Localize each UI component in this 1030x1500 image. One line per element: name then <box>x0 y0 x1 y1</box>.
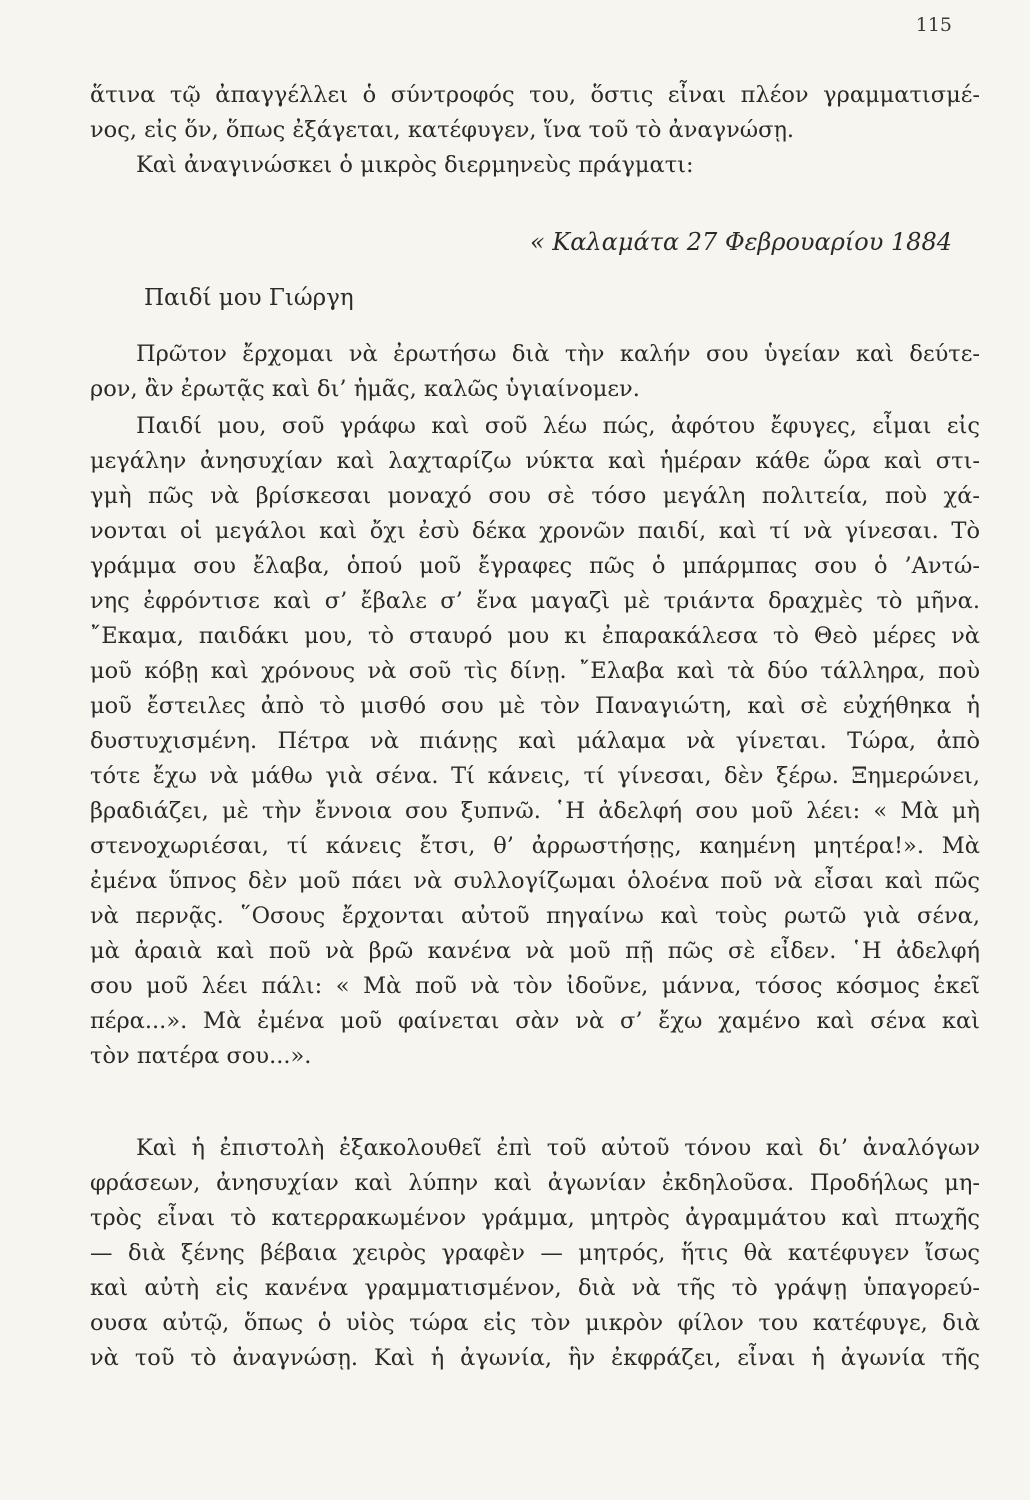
text-line: — διὰ ξένης βέβαια χειρὸς γραφὲν — μητρός, ἥτις θὰ κατέφυγεν ἴσως <box>90 1240 980 1266</box>
text-line: γμὴ πῶς νὰ βρίσκεσαι μοναχό σου σὲ τόσο μεγάλη πολιτεία, ποὺ χά- <box>90 483 980 509</box>
text-line: στενοχωριέσαι, τί κάνεις ἔτσι, θ’ ἀρρωστήσῃς, καημένη μητέρα!». Μὰ <box>90 833 980 859</box>
text-line: Πρῶτον ἔρχομαι νὰ ἐρωτήσω διὰ τὴν καλήν σου ὑγείαν καὶ δεύτε- <box>136 341 980 367</box>
text-line: μὰ ἀραιὰ καὶ ποῦ νὰ βρῶ κανένα νὰ μοῦ πῇ πῶς σὲ εἶδεν. ῾Η ἀδελφή <box>90 938 980 964</box>
text-line: μοῦ ἔστειλες ἀπὸ τὸ μισθό σου μὲ τὸν Παναγιώτη, καὶ σὲ εὐχήθηκα ἡ <box>90 693 980 719</box>
intro-text <box>90 78 980 183</box>
text-line: ῎Εκαμα, παιδάκι μου, τὸ σταυρό μου κι ἐπαρακάλεσα τὸ Θεὸ μέρες νὰ <box>90 623 980 649</box>
letter-paragraph-2 <box>90 409 980 1074</box>
text-line: Καὶ ἀναγινώσκει ὁ μικρὸς διερμηνεὺς πράγματι: <box>136 152 694 178</box>
letter-salutation: Παιδί μου Γιώργη <box>144 285 354 311</box>
text-line: ρον, ἂν ἐρωτᾷς καὶ δι’ ἡμᾶς, καλῶς ὑγιαίνομεν. <box>90 376 640 402</box>
text-line: πέρα...». Μὰ ἐμένα μοῦ φαίνεται σὰν νὰ σ’ ἔχω χαμένο καὶ σένα καὶ <box>90 1008 980 1034</box>
text-line: νονται οἱ μεγάλοι καὶ ὄχι ἐσὺ δέκα χρονῶν παιδί, καὶ τί νὰ γίνεσαι. Τὸ <box>90 518 980 544</box>
text-line: ἅτινα τῷ ἀπαγγέλλει ὁ σύντροφός του, ὅστις εἶναι πλέον γραμματισμέ- <box>90 82 980 108</box>
text-line: νης ἐφρόντισε καὶ σ’ ἔβαλε σ’ ἕνα μαγαζὶ μὲ τριάντα δραχμὲς τὸ μῆνα. <box>90 588 980 614</box>
text-line: νὰ περνᾷς. ῞Οσους ἔρχονται αὐτοῦ πηγαίνω καὶ τοὺς ρωτῶ γιὰ σένα, <box>90 903 980 929</box>
text-line: τότε ἔχω νὰ μάθω γιὰ σένα. Τί κάνεις, τί γίνεσαι, δὲν ξέρω. Ξημερώνει, <box>90 763 980 789</box>
text-line: Καὶ ἡ ἐπιστολὴ ἐξακολουθεῖ ἐπὶ τοῦ αὐτοῦ τόνου καὶ δι’ ἀναλόγων <box>136 1135 980 1161</box>
text-line: ουσα αὐτῷ, ὅπως ὁ υἱὸς τώρα εἰς τὸν μικρὸν φίλον του κατέφυγε, διὰ <box>90 1310 980 1336</box>
text-line: γράμμα σου ἔλαβα, ὁπού μοῦ ἔγραφες πῶς ὁ μπάρμπας σου ὁ ’Αντώ- <box>90 553 980 579</box>
text-line: Παιδί μου, σοῦ γράφω καὶ σοῦ λέω πώς, ἀφότου ἔφυγες, εἶμαι εἰς <box>136 413 980 439</box>
text-line: μεγάλην ἀνησυχίαν καὶ λαχταρίζω νύκτα καὶ ἡμέραν κάθε ὥρα καὶ στι- <box>90 448 980 474</box>
closing-paragraph <box>90 1131 980 1376</box>
text-line: νος, εἰς ὅν, ὅπως ἐξάγεται, κατέφυγεν, ἵνα τοῦ τὸ ἀναγνώσῃ. <box>90 117 795 143</box>
text-line: νὰ τοῦ τὸ ἀναγνώσῃ. Καὶ ἡ ἀγωνία, ἣν ἐκφράζει, εἶναι ἡ ἀγωνία τῆς <box>90 1345 980 1371</box>
letter-date: « Καλαμάτα 27 Φεβρουαρίου 1884 <box>529 228 952 256</box>
text-line: φράσεων, ἀνησυχίαν καὶ λύπην καὶ ἀγωνίαν ἐκδηλοῦσα. Προδήλως μη- <box>90 1170 980 1196</box>
text-line: δυστυχισμένη. Πέτρα νὰ πιάνῃς καὶ μάλαμα νὰ γίνεται. Τώρα, ἀπὸ <box>90 728 980 754</box>
text-line: τὸν πατέρα σου...». <box>90 1043 312 1069</box>
text-line: τρὸς εἶναι τὸ κατερρακωμένον γράμμα, μητρὸς ἀγραμμάτου καὶ πτωχῆς <box>90 1205 980 1231</box>
text-line: σου μοῦ λέει πάλι: « Μὰ ποῦ νὰ τὸν ἰδοῦνε, μάννα, τόσος κόσμος ἐκεῖ <box>90 973 980 999</box>
page-number: 115 <box>915 14 952 36</box>
text-line: βραδιάζει, μὲ τὴν ἔννοια σου ξυπνῶ. ῾Η ἀδελφή σου μοῦ λέει: « Μὰ μὴ <box>90 798 980 824</box>
text-line: καὶ αὐτὴ εἰς κανένα γραμματισμένον, διὰ νὰ τῆς τὸ γράψῃ ὑπαγορεύ- <box>90 1275 980 1301</box>
letter-paragraph-1 <box>90 337 980 407</box>
text-line: ἐμένα ὕπνος δὲν μοῦ πάει νὰ συλλογίζωμαι ὁλοένα ποῦ νὰ εἶσαι καὶ πῶς <box>90 868 980 894</box>
text-line: μοῦ κόβῃ καὶ χρόνους νὰ σοῦ τὶς δίνῃ. ῎Ελαβα καὶ τὰ δύο τάλληρα, ποὺ <box>90 658 980 684</box>
